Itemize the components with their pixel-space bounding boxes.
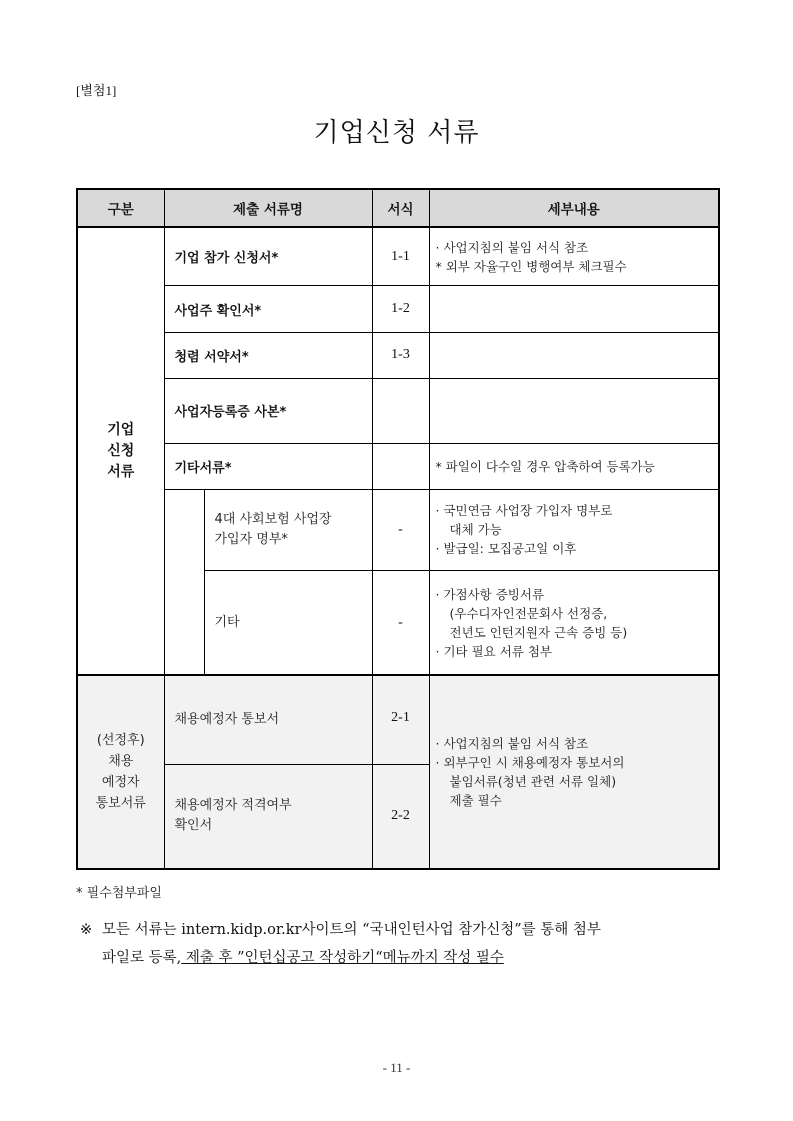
doc-name: 청렴 서약서* xyxy=(164,332,372,378)
form-number: - xyxy=(372,490,429,571)
table-row xyxy=(77,490,719,571)
header-category: 구분 xyxy=(77,189,164,227)
doc-details: * 파일이 다수일 경우 압축하여 등록가능 xyxy=(429,443,719,489)
doc-name: 기업 참가 신청서* xyxy=(164,227,372,286)
table-row xyxy=(77,286,719,332)
reference-mark: ※ xyxy=(80,922,93,938)
remark xyxy=(80,916,730,972)
doc-name: 사업자등록증 사본* xyxy=(164,379,372,444)
documents-table xyxy=(76,188,720,870)
doc-details xyxy=(429,286,719,332)
category-company-docs: 기업 신청 서류 xyxy=(77,227,164,675)
table-row xyxy=(77,332,719,378)
table-header-row xyxy=(77,189,719,227)
header-doc-name: 제출 서류명 xyxy=(164,189,372,227)
page-number: - 11 - xyxy=(382,1060,411,1075)
doc-name: 기타서류* xyxy=(164,443,372,489)
doc-details xyxy=(429,332,719,378)
form-number xyxy=(372,443,429,489)
annex-label: [별첨1] xyxy=(76,83,117,98)
doc-details: · 가점사항 증빙서류 (우수디자인전문회사 선정증, 전년도 인턴지원자 근속 증빙 등) · 기타 필요 서류 첨부 xyxy=(429,570,719,675)
form-number: 2-1 xyxy=(372,675,429,764)
remark-line-2: 파일로 등록, xyxy=(102,950,182,966)
table-row xyxy=(77,379,719,444)
category-hiring-docs: (선정후) 채용 예정자 통보서류 xyxy=(77,675,164,869)
header-form: 서식 xyxy=(372,189,429,227)
doc-name: 4대 사회보험 사업장 가입자 명부* xyxy=(204,490,372,571)
doc-details: · 사업지침의 붙임 서식 참조 · 외부구인 시 채용예정자 통보서의 붙임서류(청년 관련 서류 일체) 제출 필수 xyxy=(429,675,719,869)
doc-name: 사업주 확인서* xyxy=(164,286,372,332)
form-number: 1-3 xyxy=(372,332,429,378)
footnote: * 필수첨부파일 xyxy=(76,886,162,901)
form-number: 1-1 xyxy=(372,227,429,286)
doc-name: 기타 xyxy=(204,570,372,675)
doc-name: 채용예정자 적격여부 확인서 xyxy=(164,764,372,869)
form-number: 2-2 xyxy=(372,764,429,869)
remark-underlined: 제출 후 ”인턴십공고 작성하기“메뉴까지 작성 필수 xyxy=(181,950,504,966)
form-number: - xyxy=(372,570,429,675)
page-title: 기업신청 서류 xyxy=(313,118,480,148)
table-row xyxy=(77,443,719,489)
remark-line-1: 모든 서류는 intern.kidp.or.kr사이트의 “국내인턴사업 참가신청”를 통해 첨부 xyxy=(102,922,601,938)
doc-details: · 사업지침의 붙임 서식 참조 * 외부 자율구인 병행여부 체크필수 xyxy=(429,227,719,286)
table-row xyxy=(77,675,719,764)
header-details: 세부내용 xyxy=(429,189,719,227)
form-number: 1-2 xyxy=(372,286,429,332)
doc-details: · 국민연금 사업장 가입자 명부로 대체 가능 · 발급일: 모집공고일 이후 xyxy=(429,490,719,571)
doc-name: 채용예정자 통보서 xyxy=(164,675,372,764)
form-number xyxy=(372,379,429,444)
table-row xyxy=(77,227,719,286)
indent-spacer xyxy=(164,490,204,676)
doc-details xyxy=(429,379,719,444)
